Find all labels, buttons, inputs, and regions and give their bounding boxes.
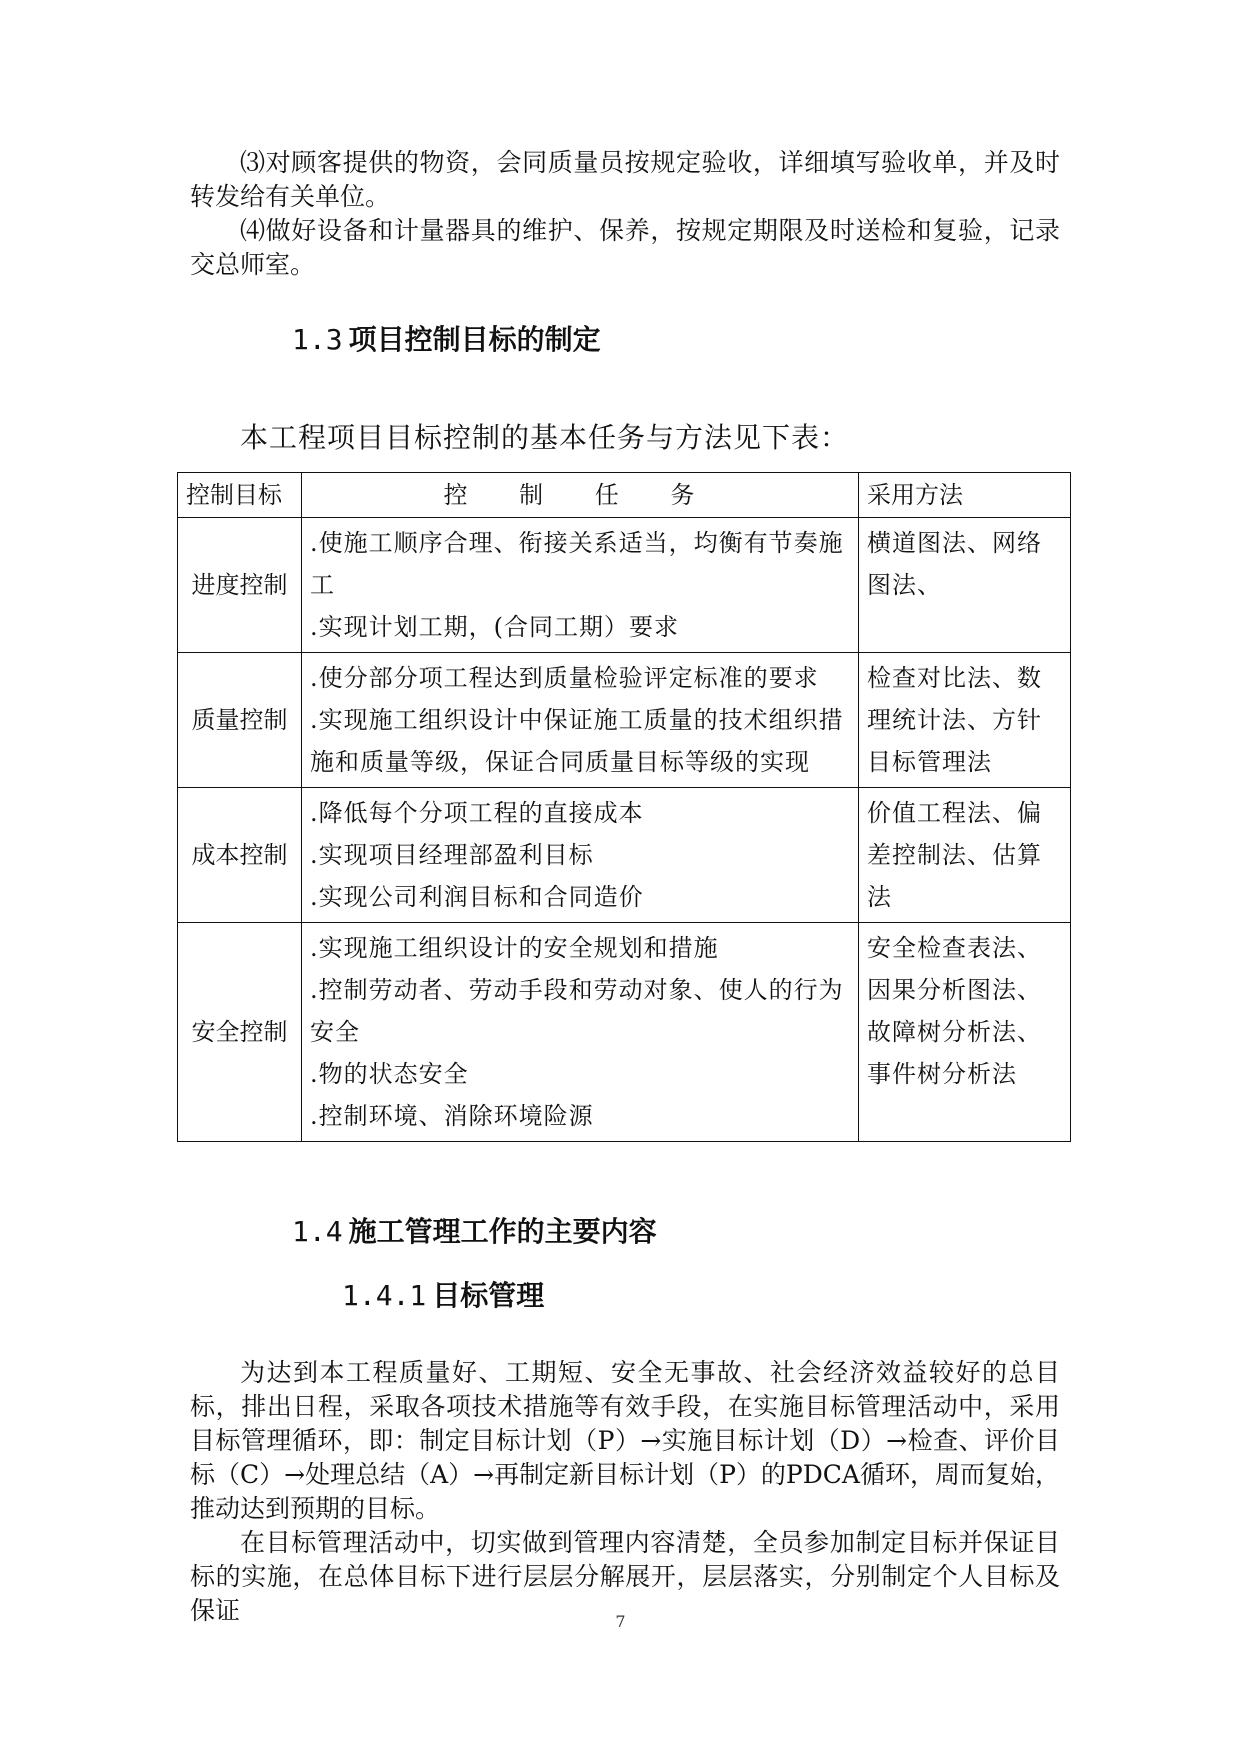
methods-cell: 横道图法、网络图法、	[859, 518, 1071, 653]
goal-cell: 进度控制	[178, 518, 302, 653]
table-row	[178, 518, 1071, 653]
section-heading-1-4-1	[342, 1278, 544, 1314]
tasks-cell	[302, 788, 859, 923]
section-title: 项目控制目标的制定	[348, 323, 601, 356]
paragraph-item-3: ⑶对顾客提供的物资，会同质量员按规定验收，详细填写验收单，并及时转发给有关单位。	[190, 148, 1060, 211]
goal-cell: 安全控制	[178, 923, 302, 1142]
table-row	[178, 788, 1071, 923]
task-line: .实现公司利润目标和合同造价	[310, 883, 644, 911]
page-number: 7	[615, 1612, 626, 1631]
table-row	[178, 923, 1071, 1142]
section-number: 1.4.1	[342, 1279, 427, 1312]
table-intro: 本工程项目目标控制的基本任务与方法见下表：	[240, 421, 850, 454]
section-title: 施工管理工作的主要内容	[348, 1215, 657, 1248]
goal-cell: 质量控制	[178, 653, 302, 788]
task-line: .控制劳动者、劳动手段和劳动对象、使人的行为安全	[310, 976, 844, 1046]
tasks-cell	[302, 653, 859, 788]
tasks-cell	[302, 518, 859, 653]
methods-cell: 检查对比法、数理统计法、方针目标管理法	[859, 653, 1071, 788]
task-line: .实现施工组织设计的安全规划和措施	[310, 934, 719, 962]
task-line: .实现项目经理部盈利目标	[310, 841, 594, 869]
task-line: .实现计划工期，(合同工期）要求	[310, 613, 679, 641]
section-heading-1-3	[292, 322, 601, 358]
methods-cell: 安全检查表法、因果分析图法、故障树分析法、事件树分析法	[859, 923, 1071, 1142]
task-line: .物的状态安全	[310, 1060, 469, 1088]
section-heading-1-4	[292, 1214, 657, 1250]
task-line: .降低每个分项工程的直接成本	[310, 799, 644, 827]
section-number: 1.4	[292, 1215, 343, 1248]
header-methods: 采用方法	[859, 473, 1071, 518]
methods-cell: 价值工程法、偏差控制法、估算法	[859, 788, 1071, 923]
header-tasks: 控 制 任 务	[302, 473, 859, 518]
header-goal: 控制目标	[178, 473, 302, 518]
task-line: .使分部分项工程达到质量检验评定标准的要求	[310, 664, 819, 692]
control-goals-table	[177, 472, 1071, 1142]
paragraph-goal-activities: 在目标管理活动中，切实做到管理内容清楚，全员参加制定目标并保证目标的实施，在总体目标下进行层层分解展开，层层落实，分别制定个人目标及保证	[190, 1528, 1060, 1625]
goal-cell: 成本控制	[178, 788, 302, 923]
table-header-row	[178, 473, 1071, 518]
task-line: .实现施工组织设计中保证施工质量的技术组织措施和质量等级，保证合同质量目标等级的实现	[310, 706, 844, 776]
tasks-cell	[302, 923, 859, 1142]
table-row	[178, 653, 1071, 788]
task-line: .使施工顺序合理、衔接关系适当，均衡有节奏施工	[310, 529, 844, 599]
section-title: 目标管理	[432, 1279, 545, 1312]
task-line: .控制环境、消除环境险源	[310, 1102, 594, 1130]
paragraph-goal-management: 为达到本工程质量好、工期短、安全无事故、社会经济效益较好的总目标，排出日程，采取各项技术措施等有效手段，在实施目标管理活动中，采用目标管理循环，即：制定目标计划（P）→实施目标计划（D）→检查、评价目标（C）→处理总结（A）→再制定新目标计划（P）的PDCA循环，周而复始，推动达到预期的目标。	[190, 1358, 1060, 1523]
paragraph-item-4: ⑷做好设备和计量器具的维护、保养，按规定期限及时送检和复验，记录交总师室。	[190, 216, 1060, 279]
section-number: 1.3	[292, 323, 343, 356]
